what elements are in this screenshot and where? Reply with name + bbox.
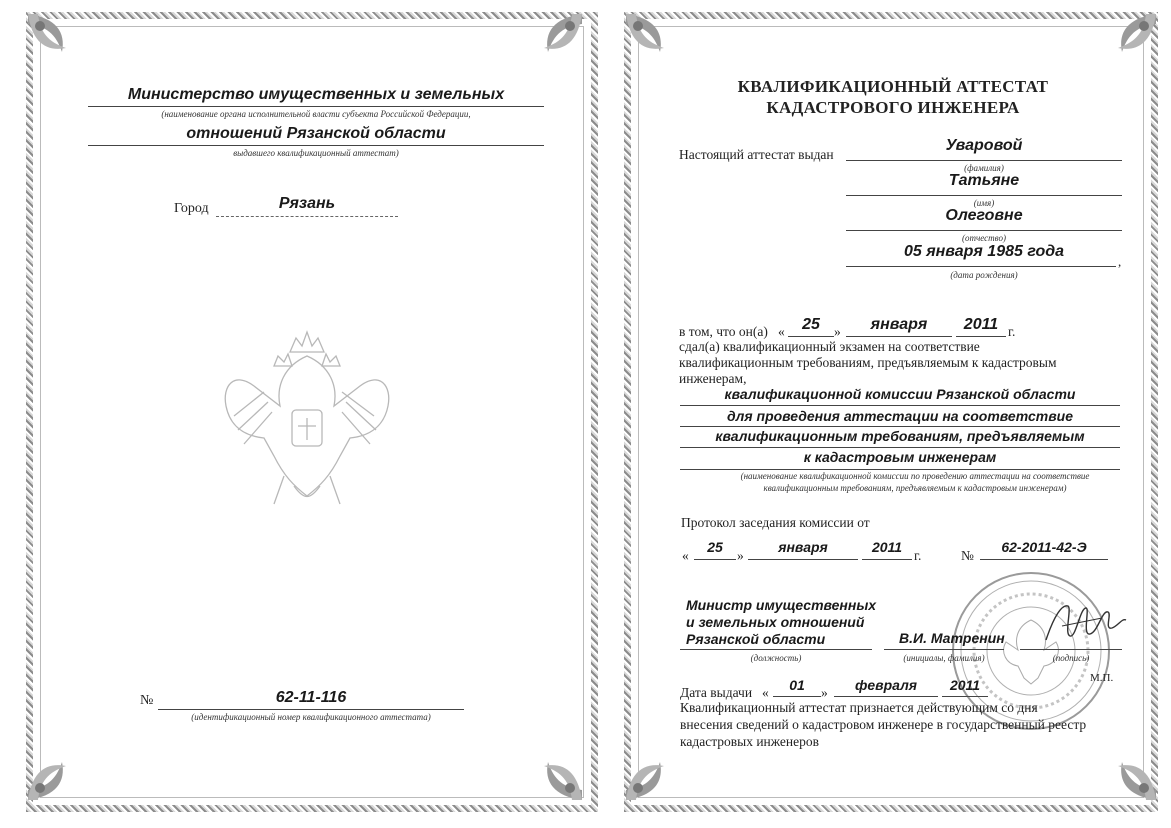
authority-caption1: (наименование органа исполнительной власти субъекта Российской Федерации, [161, 109, 471, 119]
certificate-title-line1: КВАЛИФИКАЦИОННЫЙ АТТЕСТАТ [737, 77, 1049, 96]
exam-intro-label: в том, что он(а) [679, 324, 768, 339]
commission-line2: для проведения аттестации на соответствие [727, 408, 1073, 424]
holder-first-name: Татьяне [948, 172, 1020, 189]
certificate-number: 62-11-116 [275, 689, 347, 706]
field-line [680, 649, 872, 650]
year-suffix: г. [914, 548, 922, 563]
corner-ornament-icon [1088, 12, 1158, 82]
patronymic-caption: (отчество) [962, 233, 1006, 243]
field-line [846, 160, 1122, 161]
signer-position-line2: и земельных отношений [686, 614, 865, 630]
quote-open: « [778, 324, 785, 339]
holder-surname: Уваровой [945, 137, 1023, 154]
protocol-number: 62-2011-42-Э [1001, 539, 1087, 555]
signer-name: В.И. Матренин [899, 630, 1005, 646]
quote-close: » [737, 548, 744, 563]
commission-line1: квалификационной комиссии Рязанской области [724, 386, 1076, 402]
validity-text-2: внесения сведений о кадастровом инженере в государственный реестр [680, 717, 1087, 732]
protocol-month: января [778, 539, 828, 555]
corner-ornament-icon [1088, 732, 1158, 802]
field-line [980, 559, 1108, 560]
right-page [618, 8, 1166, 816]
protocol-label: Протокол заседания комиссии от [681, 515, 870, 530]
holder-patronymic: Олеговне [945, 207, 1023, 224]
field-line [846, 195, 1122, 196]
corner-ornament-icon [514, 12, 584, 82]
quote-open: « [682, 548, 689, 563]
field-line [846, 230, 1122, 231]
surname-caption: (фамилия) [964, 163, 1004, 173]
field-line [846, 336, 952, 337]
authority-caption2: выдавшего квалификационный аттестат) [233, 148, 399, 158]
signer-position-line3: Рязанской области [686, 631, 826, 647]
field-line [158, 709, 464, 710]
exam-year: 2011 [963, 316, 999, 333]
field-line [862, 559, 912, 560]
issue-month: февраля [854, 677, 918, 693]
field-line [956, 336, 1006, 337]
corner-ornament-icon [514, 732, 584, 802]
city-label: Город [174, 201, 209, 216]
field-line [834, 696, 938, 697]
left-page [18, 8, 604, 816]
field-line [748, 559, 858, 560]
protocol-day: 25 [707, 539, 723, 555]
birth-date-caption: (дата рождения) [950, 270, 1018, 280]
validity-text-3: кадастровых инженеров [680, 734, 820, 749]
exam-text-1: сдал(а) квалификационный экзамен на соответствие [679, 339, 980, 354]
quote-open: « [762, 685, 769, 700]
corner-ornament-icon [624, 12, 694, 82]
stamp-place-label: М.П. [1090, 672, 1114, 684]
exam-month: января [870, 316, 928, 333]
commission-caption2: квалификационным требованиям, предъявляемым к кадастровым инженерам) [763, 483, 1067, 493]
field-line [216, 216, 398, 217]
issuing-authority-line2: отношений Рязанской области [186, 125, 446, 142]
field-line [680, 447, 1120, 448]
certificate-number-caption: (идентификационный номер квалификационного аттестата) [191, 712, 431, 722]
comma: , [1118, 254, 1122, 269]
signer-position-line1: Министр имущественных [686, 597, 877, 613]
field-line [773, 696, 821, 697]
exam-text-3: инженерам, [679, 371, 747, 386]
field-line [88, 106, 544, 107]
issuing-authority-line1: Министерство имущественных и земельных [127, 86, 505, 103]
quote-close: » [821, 685, 828, 700]
field-line [884, 649, 1004, 650]
validity-text-1: Квалификационный аттестат признается действующим со дня [680, 700, 1038, 715]
field-line [88, 145, 544, 146]
city-value: Рязань [278, 195, 336, 212]
position-caption: (должность) [750, 653, 802, 663]
issue-year: 2011 [949, 677, 981, 693]
exam-text-2: квалификационным требованиям, предъявляемым к кадастровым [679, 355, 1057, 370]
exam-day: 25 [802, 316, 820, 333]
field-line [1020, 649, 1122, 650]
protocol-number-sign: № [961, 548, 974, 563]
field-line [680, 405, 1120, 406]
issue-date-label: Дата выдачи [680, 685, 753, 700]
issued-to-label: Настоящий аттестат выдан [679, 147, 834, 162]
holder-birth-date: 05 января 1985 года [903, 243, 1065, 260]
corner-ornament-icon [26, 732, 96, 802]
protocol-year: 2011 [871, 539, 903, 555]
commission-line4: к кадастровым инженерам [803, 449, 997, 465]
field-line [694, 559, 736, 560]
signature-icon [1042, 596, 1128, 648]
year-suffix: г. [1008, 324, 1016, 339]
commission-line3: квалификационным требованиям, предъявляемым [715, 428, 1085, 444]
field-line [680, 469, 1120, 470]
field-line [788, 336, 834, 337]
signer-caption: (инициалы, фамилия) [903, 653, 985, 663]
signature-caption: (подпись) [1052, 653, 1090, 663]
first-name-caption: (имя) [973, 198, 995, 208]
issue-day: 01 [789, 677, 805, 693]
field-line [680, 426, 1120, 427]
coat-of-arms-icon [214, 326, 400, 516]
field-line [942, 696, 988, 697]
corner-ornament-icon [26, 12, 96, 82]
certificate-title-line2: КАДАСТРОВОГО ИНЖЕНЕРА [766, 98, 1020, 117]
field-line [846, 266, 1116, 267]
number-sign: № [140, 693, 154, 708]
quote-close: » [834, 324, 841, 339]
commission-caption1: (наименование квалификационной комиссии по проведению аттестации на соответствие [740, 471, 1090, 481]
